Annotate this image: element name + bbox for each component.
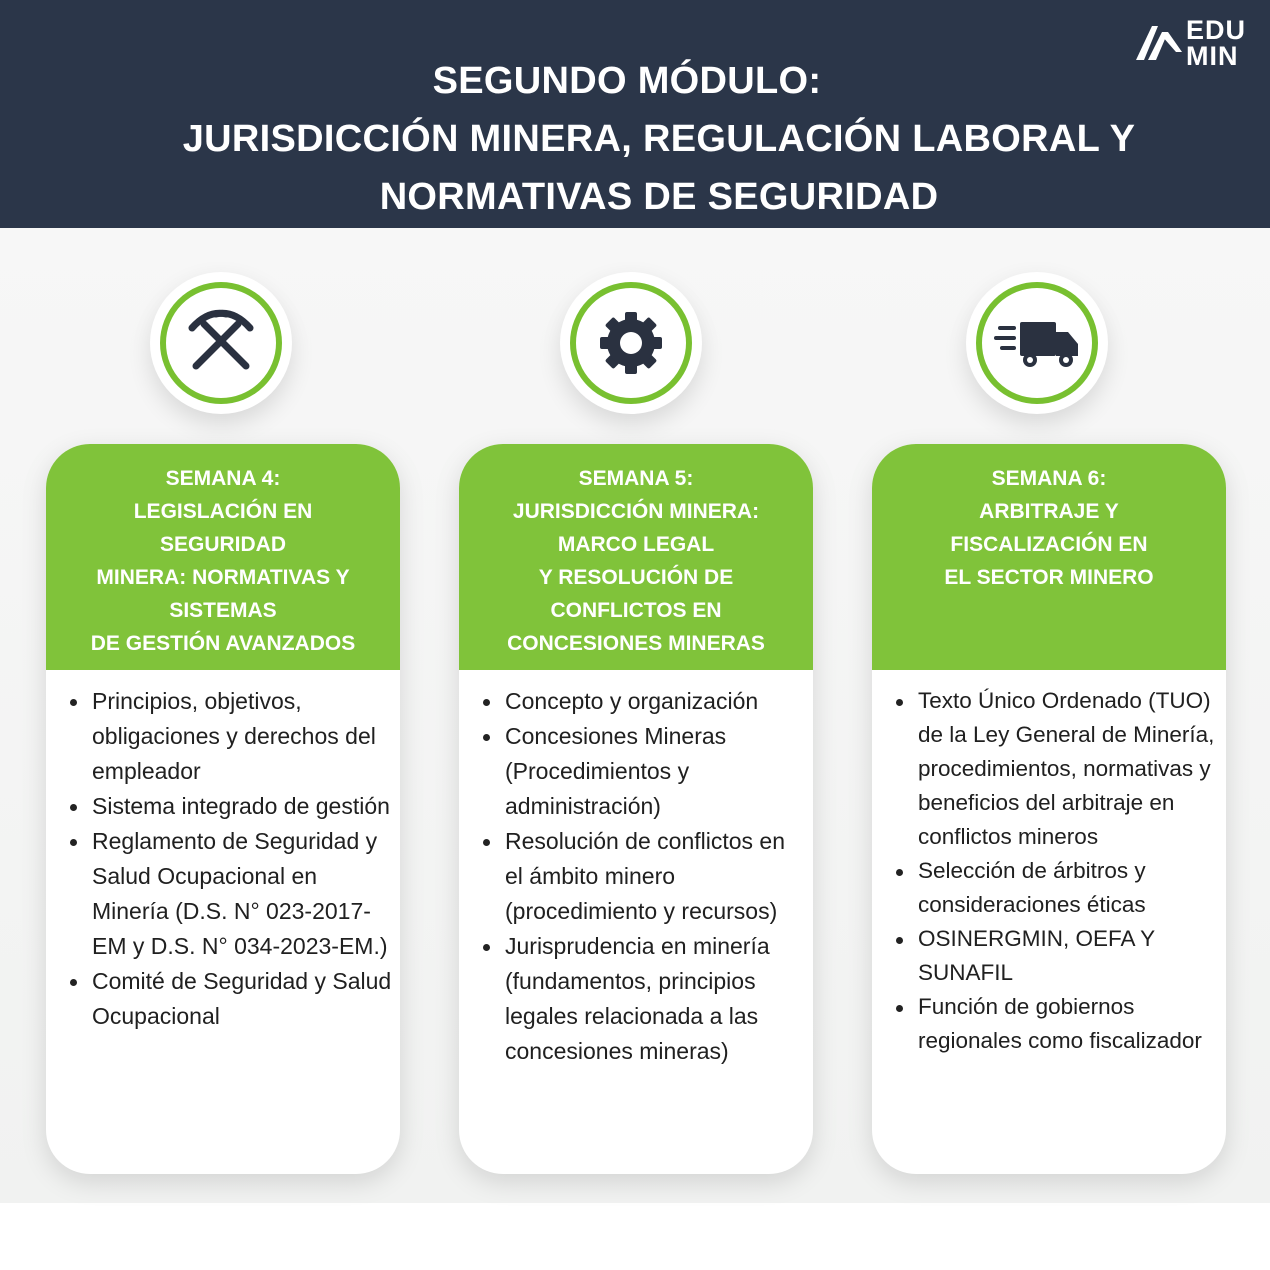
- header-title-line-2: JURISDICCIÓN MINERA, REGULACIÓN LABORAL Y: [182, 118, 1136, 160]
- card-header: [872, 444, 1226, 670]
- week6-card: [872, 444, 1226, 1174]
- card-title: [46, 462, 400, 660]
- card-title: [459, 462, 813, 660]
- week5-icon-badge: [560, 272, 702, 414]
- card-title-line: SISTEMAS: [169, 599, 277, 622]
- pickaxes-icon: [176, 298, 266, 388]
- list-item: Concesiones Mineras (Procedimientos y administración): [505, 719, 805, 824]
- list-item: Jurisprudencia en minería (fundamentos, principios legales relacionada a las concesiones mineras): [505, 929, 805, 1069]
- header-title-line-3: NORMATIVAS DE SEGURIDAD: [379, 176, 939, 218]
- card-title-line: ARBITRAJE Y: [979, 500, 1119, 523]
- card-title-line: MARCO LEGAL: [557, 533, 715, 556]
- card-header: [459, 444, 813, 670]
- card-title-line: LEGISLACIÓN EN: [133, 500, 313, 523]
- week5-card: [459, 444, 813, 1174]
- topic-list: [872, 684, 1218, 1058]
- card-title-line: JURISDICCIÓN MINERA:: [512, 500, 760, 523]
- topic-list: [46, 684, 392, 1034]
- card-title-line: SEMANA 4:: [165, 467, 281, 490]
- edumin-logo: [1132, 16, 1262, 72]
- topic-list: [459, 684, 805, 1069]
- card-title: [872, 462, 1226, 594]
- list-item: Principios, objetivos, obligaciones y derechos del empleador: [92, 684, 392, 789]
- list-item: Selección de árbitros y consideraciones éticas: [918, 854, 1218, 922]
- card-title-line: SEMANA 6:: [991, 467, 1107, 490]
- card-title-line: CONFLICTOS EN: [550, 599, 722, 622]
- mountain-logo-icon: [1136, 22, 1184, 62]
- week4-icon-badge: [150, 272, 292, 414]
- card-title-line: EL SECTOR MINERO: [944, 566, 1154, 589]
- card-title-line: Y RESOLUCIÓN DE: [538, 566, 734, 589]
- card-title-line: SEGURIDAD: [159, 533, 286, 556]
- list-item: Reglamento de Seguridad y Salud Ocupacional en Minería (D.S. N° 023-2017-EM y D.S. N° 034-2023-EM.): [92, 824, 392, 964]
- card-title-line: CONCESIONES MINERAS: [507, 632, 765, 655]
- list-item: Texto Único Ordenado (TUO) de la Ley General de Minería, procedimientos, normativas y beneficios del arbitraje en conflictos mineros: [918, 684, 1218, 854]
- card-title-line: SEMANA 5:: [578, 467, 694, 490]
- card-title-line: FISCALIZACIÓN EN: [950, 533, 1148, 556]
- logo-text-top: EDU: [1186, 15, 1247, 45]
- week4-card: [46, 444, 400, 1174]
- header-banner: [0, 0, 1270, 228]
- week6-icon-badge: [966, 272, 1108, 414]
- truck-icon: [992, 298, 1082, 388]
- list-item: OSINERGMIN, OEFA Y SUNAFIL: [918, 922, 1218, 990]
- list-item: Función de gobiernos regionales como fiscalizador: [918, 990, 1218, 1058]
- list-item: Sistema integrado de gestión: [92, 789, 392, 824]
- card-header: [46, 444, 400, 670]
- header-title-line-1: SEGUNDO MÓDULO:: [432, 60, 822, 102]
- list-item: Concepto y organización: [505, 684, 805, 719]
- gear-icon: [586, 298, 676, 388]
- list-item: Comité de Seguridad y Salud Ocupacional: [92, 964, 392, 1034]
- card-title-line: DE GESTIÓN AVANZADOS: [90, 632, 356, 655]
- card-title-line: MINERA: NORMATIVAS Y: [96, 566, 350, 589]
- list-item: Resolución de conflictos en el ámbito minero (procedimiento y recursos): [505, 824, 805, 929]
- logo-text-bottom: MIN: [1186, 41, 1239, 71]
